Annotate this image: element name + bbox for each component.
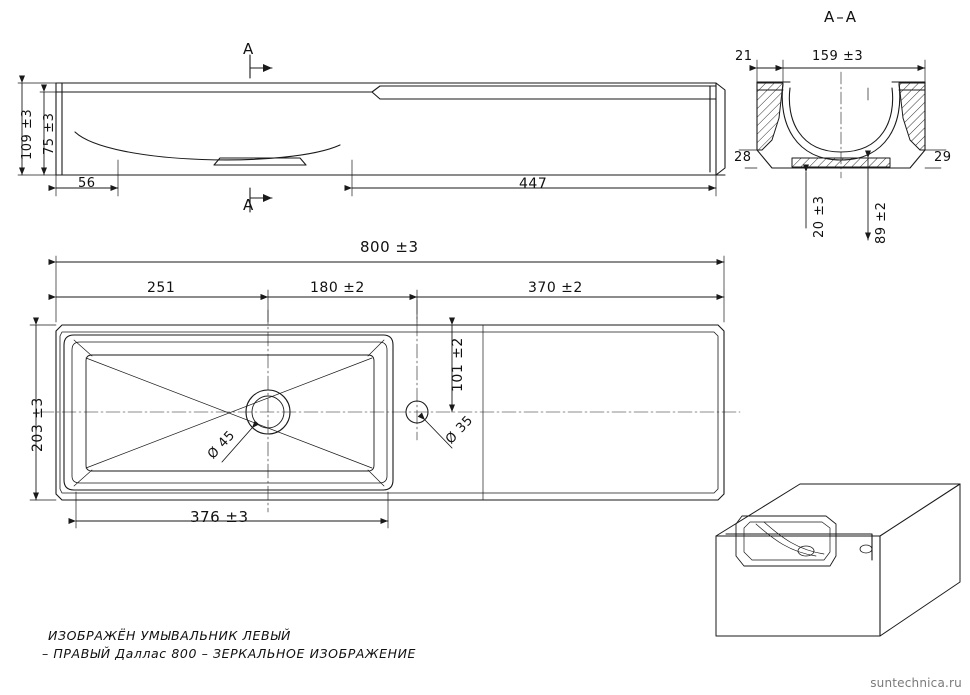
section-mark-bottom-label: A xyxy=(243,196,254,214)
top-view xyxy=(40,300,740,512)
dim-seg-370: 370 ±2 xyxy=(528,280,583,296)
dim-sec-28: 28 xyxy=(734,150,752,165)
dim-len-447: 447 xyxy=(519,176,548,192)
dim-height-109: 109 ±3 xyxy=(20,108,35,160)
section-mark-a xyxy=(250,55,272,212)
top-view-dimensions xyxy=(30,256,724,528)
dim-seg-251: 251 xyxy=(147,280,176,296)
dim-depth-101: 101 ±2 xyxy=(450,337,466,392)
section-mark-top-label: A xyxy=(243,40,254,58)
front-view xyxy=(56,83,725,175)
dim-height-75: 75 ±3 xyxy=(42,112,57,155)
dim-sec-20: 20 ±3 xyxy=(812,195,827,238)
dim-total-800: 800 ±3 xyxy=(360,238,419,256)
dim-hole-35: Ø 35 xyxy=(443,412,477,448)
dim-sec-29: 29 xyxy=(934,150,952,165)
note-line-2: – ПРАВЫЙ Даллас 800 – ЗЕРКАЛЬНОЕ ИЗОБРАЖЕНИЕ xyxy=(42,646,417,661)
section-view-aa xyxy=(757,72,925,178)
dim-width-203: 203 ±3 xyxy=(30,397,46,452)
dim-seg-180: 180 ±2 xyxy=(310,280,365,296)
dim-sec-89: 89 ±2 xyxy=(874,201,889,244)
dim-sec-159: 159 ±3 xyxy=(812,49,864,64)
isometric-view xyxy=(716,484,960,636)
note-line-1: ИЗОБРАЖЁН УМЫВАЛЬНИК ЛЕВЫЙ xyxy=(48,628,291,643)
watermark: suntechnica.ru xyxy=(870,676,962,690)
dim-bowl-376: 376 ±3 xyxy=(190,508,249,526)
front-view-dimensions xyxy=(18,83,716,196)
dim-len-56: 56 xyxy=(78,176,96,191)
dim-sec-21: 21 xyxy=(735,49,753,64)
section-title-aa: A–A xyxy=(824,8,859,26)
dim-hole-45: Ø 45 xyxy=(205,427,239,463)
